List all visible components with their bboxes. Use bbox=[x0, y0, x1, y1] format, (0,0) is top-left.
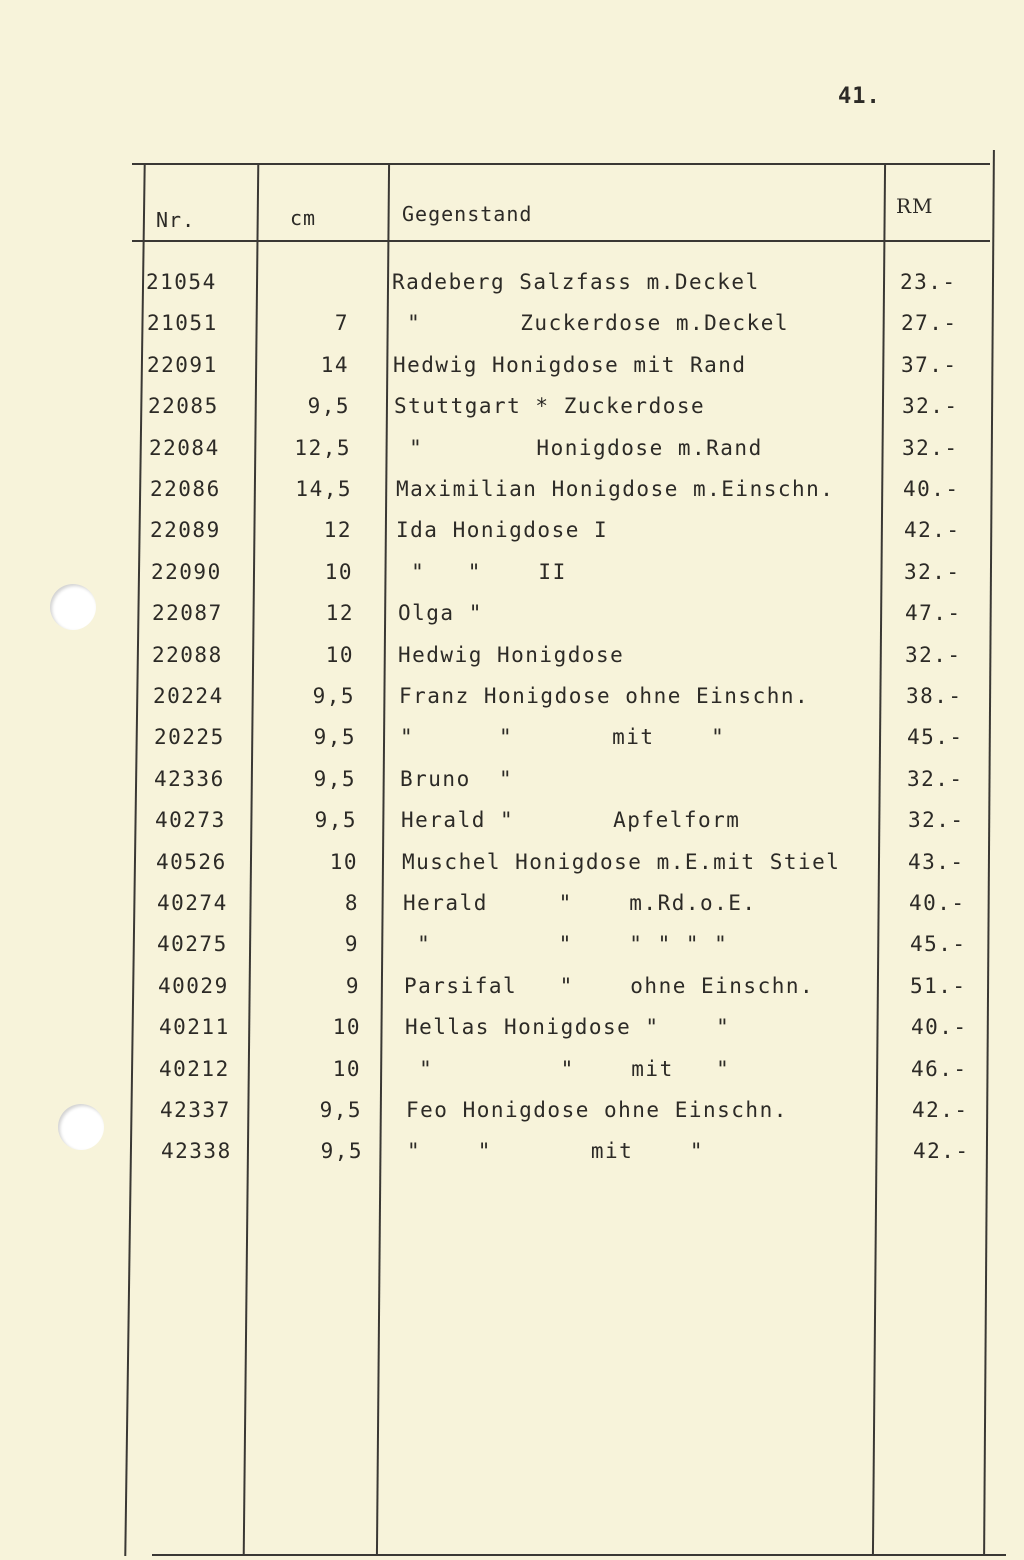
cell-rm: 45.- bbox=[907, 725, 964, 750]
cell-gegenstand: " Zuckerdose m.Deckel bbox=[393, 311, 790, 336]
cell-gegenstand: Ida Honigdose I bbox=[396, 518, 609, 543]
cell-nr: 20224 bbox=[153, 684, 224, 708]
cell-rm: 42.- bbox=[913, 1139, 970, 1164]
table-row bbox=[0, 552, 1024, 593]
cell-rm: 32.- bbox=[905, 642, 962, 667]
cell-rm: 40.- bbox=[903, 477, 960, 501]
table-row bbox=[0, 924, 1024, 965]
header-rm: RM bbox=[896, 194, 934, 218]
cell-gegenstand: Herald " m.Rd.o.E. bbox=[403, 891, 757, 915]
header-bottom-border bbox=[132, 240, 990, 242]
header-gegenstand: Gegenstand bbox=[402, 202, 533, 226]
cell-nr: 21051 bbox=[147, 311, 218, 336]
cell-gegenstand: " " mit " bbox=[407, 1139, 705, 1164]
cell-cm: 10 bbox=[325, 642, 354, 667]
cell-nr: 40029 bbox=[158, 973, 229, 998]
cell-cm: 14,5 bbox=[295, 477, 352, 501]
cell-cm: 10 bbox=[329, 849, 358, 874]
cell-cm: 9,5 bbox=[307, 394, 350, 419]
table-row bbox=[0, 262, 1024, 303]
cell-rm: 42.- bbox=[904, 518, 961, 543]
cell-cm: 9 bbox=[344, 932, 359, 957]
cell-cm: 9,5 bbox=[313, 725, 356, 750]
cell-rm: 32.- bbox=[907, 766, 964, 791]
cell-gegenstand: " " mit " bbox=[405, 1056, 731, 1081]
table-row bbox=[0, 717, 1024, 758]
table-row bbox=[0, 386, 1024, 427]
table-row bbox=[0, 1049, 1024, 1090]
cell-nr: 22088 bbox=[152, 642, 223, 667]
cell-rm: 47.- bbox=[905, 601, 962, 626]
cell-nr: 40274 bbox=[157, 891, 228, 915]
cell-rm: 23.- bbox=[900, 270, 957, 294]
cell-cm: 9,5 bbox=[313, 766, 356, 791]
cell-nr: 42337 bbox=[160, 1098, 231, 1122]
cell-gegenstand: Parsifal " ohne Einschn. bbox=[404, 973, 815, 998]
cell-cm: 14 bbox=[320, 352, 349, 377]
cell-gegenstand: Maximilian Honigdose m.Einschn. bbox=[396, 477, 835, 501]
cell-gegenstand: Radeberg Salzfass m.Deckel bbox=[392, 270, 760, 294]
cell-gegenstand: Stuttgart * Zuckerdose bbox=[394, 394, 706, 419]
cell-cm: 9 bbox=[345, 973, 360, 998]
cell-rm: 43.- bbox=[908, 849, 965, 874]
cell-gegenstand: Hedwig Honigdose bbox=[398, 642, 625, 667]
cell-cm: 9,5 bbox=[319, 1098, 362, 1122]
cell-nr: 22084 bbox=[149, 435, 220, 460]
page-number: 41. bbox=[838, 84, 881, 109]
cell-rm: 32.- bbox=[902, 394, 959, 419]
table-row bbox=[0, 1090, 1024, 1131]
cell-rm: 46.- bbox=[911, 1056, 968, 1081]
cell-cm: 9,5 bbox=[314, 808, 357, 833]
cell-gegenstand: " " II bbox=[397, 559, 567, 584]
table-row bbox=[0, 469, 1024, 510]
cell-nr: 22085 bbox=[148, 394, 219, 419]
cell-cm: 10 bbox=[324, 559, 353, 584]
table-row bbox=[0, 842, 1024, 883]
cell-nr: 40526 bbox=[156, 849, 227, 874]
cell-gegenstand: Hedwig Honigdose mit Rand bbox=[393, 352, 747, 377]
cell-gegenstand: " Honigdose m.Rand bbox=[395, 435, 763, 460]
cell-gegenstand: Franz Honigdose ohne Einschn. bbox=[399, 684, 810, 708]
cell-cm: 10 bbox=[332, 1056, 361, 1081]
cell-cm: 12 bbox=[323, 518, 352, 543]
cell-rm: 40.- bbox=[911, 1015, 968, 1040]
cell-nr: 21054 bbox=[146, 270, 217, 294]
cell-rm: 45.- bbox=[910, 932, 967, 957]
table-row bbox=[0, 966, 1024, 1007]
table-row bbox=[0, 345, 1024, 386]
cell-gegenstand: Muschel Honigdose m.E.mit Stiel bbox=[402, 849, 841, 874]
cell-nr: 40273 bbox=[155, 808, 226, 833]
cell-nr: 22089 bbox=[150, 518, 221, 543]
cell-gegenstand: Hellas Honigdose " " bbox=[405, 1015, 731, 1040]
cell-nr: 22090 bbox=[151, 559, 222, 584]
cell-nr: 40212 bbox=[159, 1056, 230, 1081]
cell-gegenstand: Feo Honigdose ohne Einschn. bbox=[406, 1098, 788, 1122]
table-row bbox=[0, 510, 1024, 551]
cell-cm: 9,5 bbox=[320, 1139, 363, 1164]
cell-rm: 37.- bbox=[901, 352, 958, 377]
cell-rm: 32.- bbox=[908, 808, 965, 833]
cell-gegenstand: Bruno " bbox=[400, 766, 514, 791]
table-row bbox=[0, 883, 1024, 924]
cell-rm: 51.- bbox=[910, 973, 967, 998]
table-row bbox=[0, 800, 1024, 841]
table-row bbox=[0, 428, 1024, 469]
cell-gegenstand: " " " " " " bbox=[403, 932, 729, 957]
table-row bbox=[0, 1131, 1024, 1172]
cell-cm: 12 bbox=[325, 601, 354, 626]
cell-cm: 9,5 bbox=[312, 684, 355, 708]
cell-nr: 40211 bbox=[159, 1015, 230, 1040]
cell-nr: 40275 bbox=[157, 932, 228, 957]
cell-cm: 12,5 bbox=[294, 435, 351, 460]
header-cm: cm bbox=[290, 206, 317, 230]
header-nr: Nr. bbox=[156, 208, 196, 232]
cell-nr: 22086 bbox=[150, 477, 221, 501]
table-row bbox=[0, 1007, 1024, 1048]
cell-gegenstand: Olga " bbox=[398, 601, 483, 626]
table-bottom-border bbox=[152, 1554, 1006, 1556]
cell-rm: 32.- bbox=[902, 435, 959, 460]
cell-gegenstand: Herald " Apfelform bbox=[401, 808, 741, 833]
table-row bbox=[0, 635, 1024, 676]
cell-rm: 40.- bbox=[909, 891, 966, 915]
cell-rm: 38.- bbox=[906, 684, 963, 708]
cell-cm: 8 bbox=[344, 891, 359, 915]
table-top-border bbox=[132, 163, 990, 165]
table-row bbox=[0, 303, 1024, 344]
cell-rm: 32.- bbox=[904, 559, 961, 584]
cell-rm: 27.- bbox=[901, 311, 958, 336]
table-row bbox=[0, 676, 1024, 717]
table-row bbox=[0, 593, 1024, 634]
cell-nr: 22091 bbox=[147, 352, 218, 377]
cell-cm: 10 bbox=[332, 1015, 361, 1040]
cell-nr: 20225 bbox=[154, 725, 225, 750]
cell-rm: 42.- bbox=[912, 1098, 969, 1122]
table-row bbox=[0, 759, 1024, 800]
cell-nr: 42336 bbox=[154, 766, 225, 791]
cell-cm: 7 bbox=[334, 311, 349, 336]
cell-nr: 22087 bbox=[152, 601, 223, 626]
cell-nr: 42338 bbox=[161, 1139, 232, 1164]
cell-gegenstand: " " mit " bbox=[400, 725, 726, 750]
